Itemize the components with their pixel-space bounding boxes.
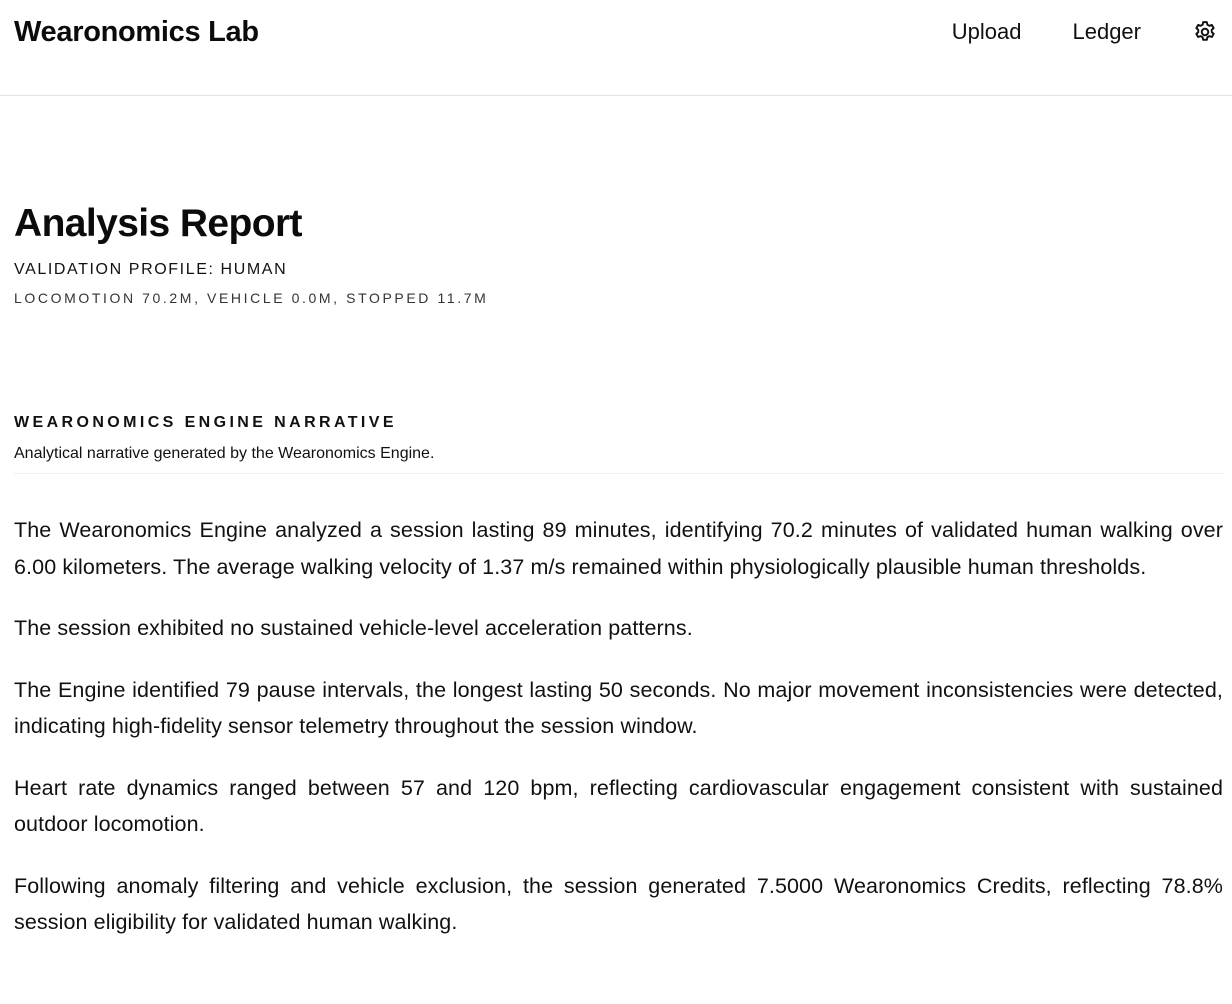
settings-gear-icon[interactable]: [1192, 19, 1218, 45]
page-title: Analysis Report: [14, 202, 302, 245]
nav-ledger-link[interactable]: Ledger: [1072, 19, 1141, 44]
narrative-paragraph: The Engine identified 79 pause intervals, the longest lasting 50 seconds. No major movement inconsistencies were detected, indicating high-fidelity sensor telemetry throughout the session window.: [14, 677, 1223, 738]
movement-summary: LOCOMOTION 70.2M, VEHICLE 0.0M, STOPPED 11.7M: [14, 290, 489, 306]
narrative-paragraph: The Wearonomics Engine analyzed a session lasting 89 minutes, identifying 70.2 minutes of validated human walking over 6.00 kilometers. The average walking velocity of 1.37 m/s remained within physiologically plausible human thresholds.: [14, 518, 1223, 579]
validation-profile: VALIDATION PROFILE: HUMAN: [14, 261, 288, 278]
narrative-section-subtitle: Analytical narrative generated by the Wearonomics Engine.: [14, 443, 1223, 474]
main-nav: [952, 14, 1218, 50]
report-header: [14, 200, 488, 307]
brand-logo-text[interactable]: Wearonomics Lab: [14, 16, 259, 48]
narrative-section-header: [14, 413, 1223, 474]
narrative-paragraph: The session exhibited no sustained vehicle-level acceleration patterns.: [14, 616, 693, 640]
top-navigation-bar: [0, 0, 1232, 96]
narrative-body: [14, 512, 1223, 966]
narrative-section-title: WEARONOMICS ENGINE NARRATIVE: [14, 414, 397, 431]
nav-upload-link[interactable]: Upload: [951, 19, 1022, 44]
narrative-paragraph: Following anomaly filtering and vehicle exclusion, the session generated 7.5000 Wearonomics Credits, reflecting 78.8% session eligibility for validated human walking.: [14, 873, 1223, 934]
narrative-paragraph: Heart rate dynamics ranged between 57 and 120 bpm, reflecting cardiovascular engagement consistent with sustained outdoor locomotion.: [14, 775, 1223, 836]
